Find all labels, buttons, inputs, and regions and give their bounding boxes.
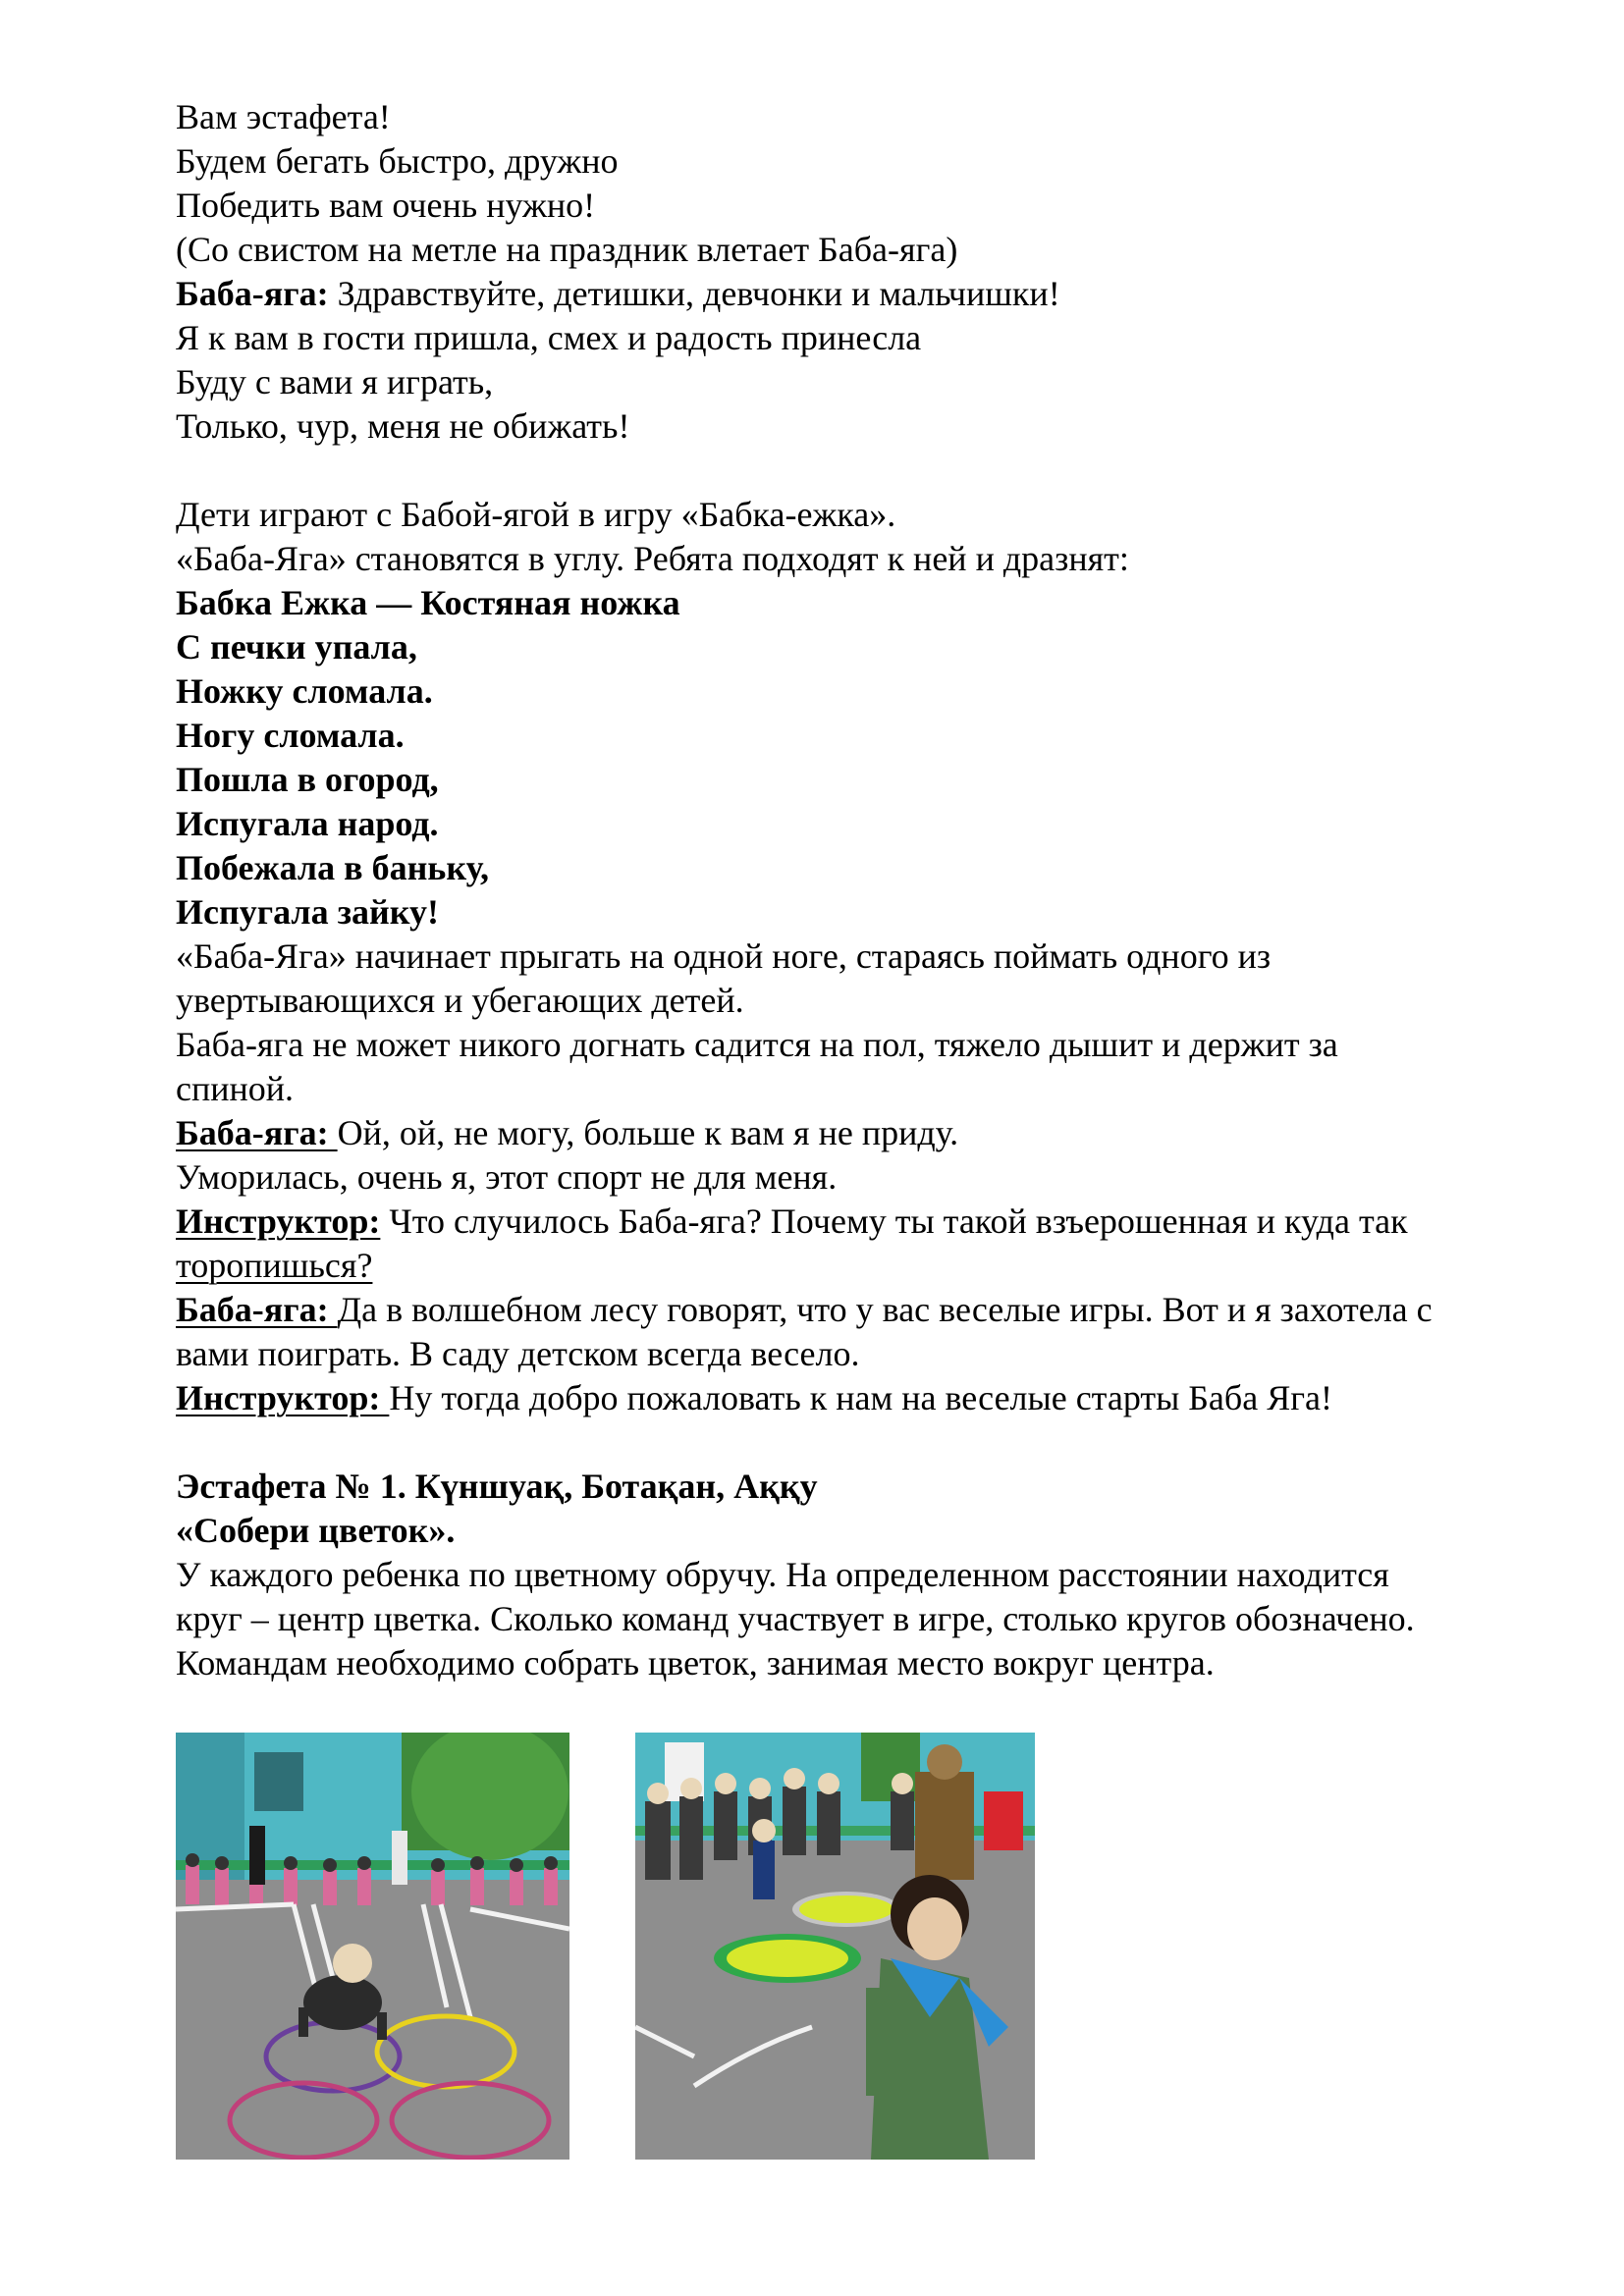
dialogue-line [176, 1288, 1550, 1332]
blank-line [176, 1420, 1550, 1465]
rhyme-line: Испугала зайку! [176, 892, 440, 932]
dialogue-text: Здравствуйте, детишки, девчонки и мальчишки! [328, 274, 1060, 313]
speaker-name: Инструктор: [176, 1378, 390, 1417]
photo-flower-game [635, 1733, 1035, 2160]
speaker-name: Инструктор: [176, 1201, 381, 1241]
rhyme-line: Испугала народ. [176, 804, 439, 843]
text-line: Буду с вами я играть, [176, 362, 494, 401]
document-page [176, 95, 1550, 1685]
speaker-name: Баба-яга: [176, 1290, 338, 1329]
dialogue-text: Ну тогда добро пожаловать к нам на веселые старты Баба Яга! [389, 1378, 1332, 1417]
rhyme-line: Бабка Ежка — Костяная ножка [176, 583, 680, 622]
rhyme-line: Ножку сломала. [176, 671, 433, 711]
dialogue-line [176, 1376, 1550, 1420]
dialogue-text: Ой, ой, не могу, больше к вам я не приду. [337, 1113, 959, 1152]
rhyme-line: С печки упала, [176, 627, 417, 667]
text-line: спиной. [176, 1069, 295, 1108]
speaker-name: Баба-яга: [176, 274, 329, 313]
text-line: «Баба-Яга» начинает прыгать на одной ноге, стараясь поймать одного из [176, 936, 1272, 976]
rhyme-line: Побежала в баньку, [176, 848, 489, 887]
text-line: Баба-яга не может никого догнать садится на пол, тяжело дышит и держит за [176, 1025, 1338, 1064]
text-line: Я к вам в гости пришла, смех и радость принесла [176, 318, 922, 357]
section-heading: Эстафета № 1. Күншуақ, Ботақан, Аққу [176, 1467, 818, 1506]
text-line: Победить вам очень нужно! [176, 186, 596, 225]
game-title: «Собери цветок». [176, 1511, 456, 1550]
blank-line [176, 449, 1550, 493]
photo-hoops-relay [176, 1733, 569, 2160]
dialogue-text: Да в волшебном лесу говорят, что у вас веселые игры. Вот и я захотела с [337, 1290, 1433, 1329]
text-line: круг – центр цветка. Сколько команд участвует в игре, столько кругов обозначено. [176, 1599, 1415, 1638]
dialogue-line [176, 1200, 1550, 1244]
text-line: Уморилась, очень я, этот спорт не для меня. [176, 1157, 838, 1197]
text-line: «Баба-Яга» становятся в углу. Ребята подходят к ней и дразнят: [176, 539, 1129, 578]
text-line: Вам эстафета! [176, 97, 391, 136]
photo-row [176, 1733, 1550, 2160]
dialogue-text: Что случилось Баба-яга? Почему ты такой взъерошенная и куда так [380, 1201, 1408, 1241]
text-line: Будем бегать быстро, дружно [176, 141, 619, 181]
text-line: У каждого ребенка по цветному обручу. На определенном расстоянии находится [176, 1555, 1389, 1594]
text-line: торопишься? [176, 1246, 373, 1285]
text-line: Командам необходимо собрать цветок, занимая место вокруг центра. [176, 1643, 1215, 1682]
speaker-name: Баба-яга: [176, 1113, 338, 1152]
text-line: Только, чур, меня не обижать! [176, 406, 630, 446]
rhyme-line: Ногу сломала. [176, 716, 405, 755]
text-line: вами поиграть. В саду детском всегда весело. [176, 1334, 860, 1373]
dialogue-line [176, 1111, 1550, 1155]
dialogue-line [176, 272, 1550, 316]
text-line: увертывающихся и убегающих детей. [176, 981, 744, 1020]
rhyme-line: Пошла в огород, [176, 760, 439, 799]
stage-direction: (Со свистом на метле на праздник влетает Баба-яга) [176, 230, 958, 269]
text-line: Дети играют с Бабой-ягой в игру «Бабка-ежка». [176, 495, 896, 534]
